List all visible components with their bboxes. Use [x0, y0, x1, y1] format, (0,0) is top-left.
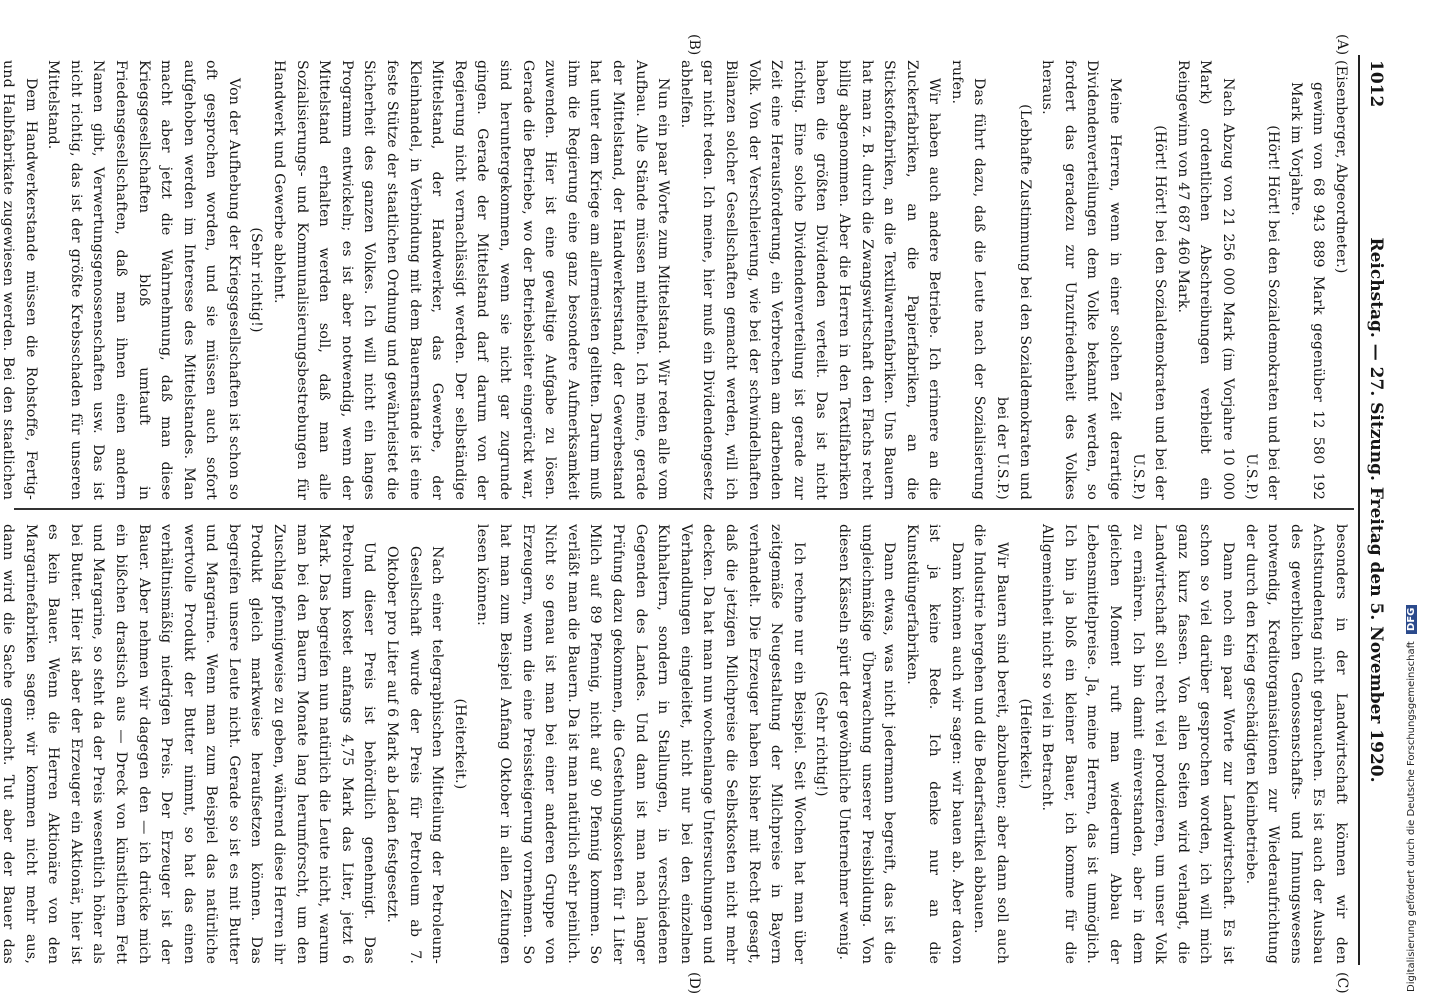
paragraph: Das führt dazu, daß die Leute nach der Sozialisierung rufen.	[948, 60, 988, 500]
paragraph: Nun ein paar Worte zum Mittelstand. Wir reden alle vom Aufbau. Alle Stände müssen mithelfen. Ich meine, gerade der Mittelstand, der Handwerkerstand, der Gewerbestand hat unter dem Kriege am allermeisten gelitten. Darum muß ihm die Regierung eine ganz besondere Aufmerksamkeit zuwenden. Hier ist eine gewaltige Aufgabe zu lösen. Gerade die Betriebe, wo der Betriebsleiter eingerückt war, sind heruntergekommen, wenn sie nicht gar zugrunde gingen. Gerade der Mittelstand darf darum von der Regierung nicht vernachlässigt werden. Der selbständige Mittelstand, der Handwerker, das Gewerbe, der Kleinhandel, in Verbindung mit dem Bauernstande ist eine feste Stütze der staatlichen Ordnung und gewährleistet die Sicherheit des ganzen Volkes. Ich will nicht ein langes Programm entwickeln; es ist aber notwendig, wenn der Mittelstand erhalten werden soll, daß man alle Sozialisierungs- und Kommunalisierungsbestrebungen für Handwerk und Gewerbe ablehnt.	[271, 60, 672, 500]
paragraph: (Sehr richtig!)	[813, 691, 830, 797]
paragraph: (Lebhafte Zustimmung bei den Sozialdemokraten und bei der U.S.P.)	[994, 104, 1033, 500]
paragraph: (Hört! Hört! bei den Sozialdemokraten und bei der U.S.P.)	[1242, 125, 1282, 500]
paragraph: (Heiterkeit.)	[451, 698, 468, 790]
paragraph: Dann etwas, was nicht jedermann begreift, das ist die ungleichmäßige Überwachung unserer Preisbildung. Von diesen Kässeln spürt der gewöhnliche Unternehmer wenig.	[835, 524, 898, 964]
column-divider	[14, 508, 1354, 510]
paragraph: Von der Aufhebung der Kriegsgesellschaften ist schon so oft gesprochen worden, und sie müssen auch sofort aufgehoben werden im Interesse des Mittelstandes. Man macht aber jetzt die Wahrnehmung, daß man diese Kriegsgesellschaften bloß umtauft in Friedensgesellschaften, daß man ihnen einen andern Namen gibt, Verwertungsgenossenschaften usw. Das ist nicht richtig, das ist der größte Krebsschaden für unseren Mittelstand.	[45, 60, 242, 500]
paragraph: Wir Bauern sind bereit, abzubauen; aber dann soll auch die Industrie hergehen und die Bedarfsartikel abbauen.	[971, 524, 1011, 964]
dfg-logo: DFG	[1406, 605, 1417, 634]
left-column	[0, 60, 1352, 500]
margin-mark-a: (A)	[1334, 34, 1350, 56]
paragraph: Nach einer telegraphischen Mitteilung der Petroleum-Gesellschaft wurde der Preis für Petroleum ab 7. Oktober pro Liter auf 6 Mark ab Laden festgesetzt.	[384, 546, 446, 964]
page-number: 1012	[1366, 60, 1386, 108]
margin-mark-d: (D)	[686, 972, 702, 995]
paragraph: besonders in der Landwirtschaft können wir den Achtstundentag nicht gebrauchen. Es ist auch der Ausbau des gewerblichen Genossenschafts- und Innungswesens notwendig, Kreditorganisationen zur Wiederaufrichtung der durch den Krieg geschädigten Kleinbetriebe.	[1242, 524, 1349, 964]
paragraph: (Sehr richtig!)	[248, 227, 265, 333]
paragraph: Meine Herren, wenn in einer solchen Zeit derartige Dividendenverteilungen dem Volke bekannt werden, so fordert das geradezu zur Unzufriedenheit des Volkes heraus.	[1039, 60, 1124, 500]
digitization-note	[1406, 605, 1417, 992]
paragraph: gewinn von 68 943 889 Mark gegenüber 12 580 192 Mark im Vorjahre.	[1287, 82, 1327, 500]
paragraph: Und dieser Preis ist behördlich genehmigt. Das Petroleum kostet anfangs 4,75 Mark das Liter, jetzt 6 Mark. Das begreifen nun natürlich die Leute nicht, warum man bei den Bauern Monate lang herumforscht, um den Zuschlag pfennigweise zu geben, während diese Herren ihr Produkt gleich markweise heraufsetzen können. Das begreifen unsere Leute nicht. Gerade so ist es mit Butter und Margarine. Wenn man zum Beispiel das natürliche wertvolle Produkt der Butter nimmt, so hat das einen verhältnismäßig niedrigen Preis. Der Erzeuger ist der Bauer. Aber nehmen wir dagegen den — ich drücke mich ein bißchen drastisch aus — Dreck von künstlichem Fett und Margarine, so steht da der Preis wesentlich höher als bei Butter. Hier ist aber der Erzeuger ein Aktionär, hier ist es kein Bauer. Wenn die Herren Aktionäre von den Margarinefabriken sagen: wir kommen nicht mehr aus, dann wird die Sache gemacht. Tut aber der Bauer das	[0, 524, 378, 964]
paragraph: Dann noch ein paar Worte zur Landwirtschaft. Es ist schon so viel darüber gesprochen worden, ich will mich ganz kurz fassen. Von allen Seiten wird verlangt, die Landwirtschaft soll recht viel produzieren, um unser Volk zu ernähren. Ich bin damit einverstanden, aber in dem gleichen Moment ruft man wiederum Abbau der Lebensmittelpreise. Ja, meine Herren, das ist unmöglich. Ich bin ja bloß ein kleiner Bauer, ich komme für die Allgemeinheit nicht so viel in Betracht.	[1039, 524, 1237, 964]
paragraph: Dem Handwerkerstande müssen die Rohstoffe, Fertig- und Halbfabrikate zugewiesen werden. Bei den staatlichen	[0, 60, 39, 500]
paragraph: (Eisenberger, Abgeordneter.)	[1333, 60, 1349, 274]
paragraph: Wir haben auch andere Betriebe. Ich erinnere an die Zuckerfabriken, an die Papierfabriken, an die Stickstoffabriken, an die Textilwarenfabriken. Uns Bauern hat man z. B. durch die Zwangswirtschaft den Flachs recht billig abgenommen. Aber die Herren in den Textilfabriken haben die größten Dividenden verteilt. Das ist nicht richtig. Eine solche Dividendenverteilung ist gerade zur Zeit eine Herausforderung, ein Verbrechen am darbenden Volk. Von der Verschleierung, wie bei der schwindelhaften Bilanzen solcher Gesellschaften gemacht werden, will ich gar nicht reden. Ich meine, hier muß ein Dividendengesetz abhelfen.	[677, 60, 943, 500]
header-rule	[1358, 55, 1360, 965]
paragraph: Nach Abzug von 21 256 000 Mark (im Vorjahre 10 000 Mark) ordentlichen Abschreibungen verbleibt ein Reingewinn von 47 687 460 Mark.	[1174, 60, 1237, 500]
margin-mark-c: (C)	[1334, 972, 1350, 994]
running-head: Reichstag. — 27. Sitzung. Freitag den 5. November 1920.	[1366, 237, 1386, 783]
paragraph: (Heiterkeit.)	[1016, 698, 1033, 790]
paragraph: Ich rechne nur ein Beispiel. Seit Wochen hat man über zeitgemäße Neugestaltung der Milchpreise in Bayern verhandelt. Die Erzeuger haben bisher mit Recht gesagt, daß die jetzigen Milchpreise die Selbstkosten nicht mehr decken. Da hat man nun wochenlange Untersuchungen und Verhandlungen eingeleitet, nicht nur bei den einzelnen Kuhhaltern, sondern in Stallungen, in verschiedenen Gegenden des Landes. Und dann ist man nach langer Prüfung dazu gekommen, die Gestehungskosten für 1 Liter Milch auf 89 Pfennig, nicht auf 90 Pfennig kommen. So verläßt man die Bauern. Da ist man natürlich sehr peinlich. Nicht so genau ist man bei einer anderen Gruppe von Erzeugern, wenn die eine Preissteigerung vornehmen. So hat man zum Beispiel Anfang Oktober in allen Zeitungen lesen können:	[474, 524, 807, 964]
page-header	[1360, 60, 1386, 960]
paragraph: Dann können auch wir sagen: wir bauen ab. Aber davon ist ja keine Rede. Ich denke nur an die Kunstdüngerfabriken.	[903, 524, 965, 964]
right-column	[0, 524, 1352, 964]
digitization-text: Digitalisierung gefördert durch die Deutsche Forschungsgemeinschaft	[1406, 641, 1417, 992]
paragraph: (Hört! Hört! bei den Sozialdemokraten und bei der U.S.P.)	[1129, 125, 1169, 500]
margin-mark-b: (B)	[686, 34, 702, 56]
